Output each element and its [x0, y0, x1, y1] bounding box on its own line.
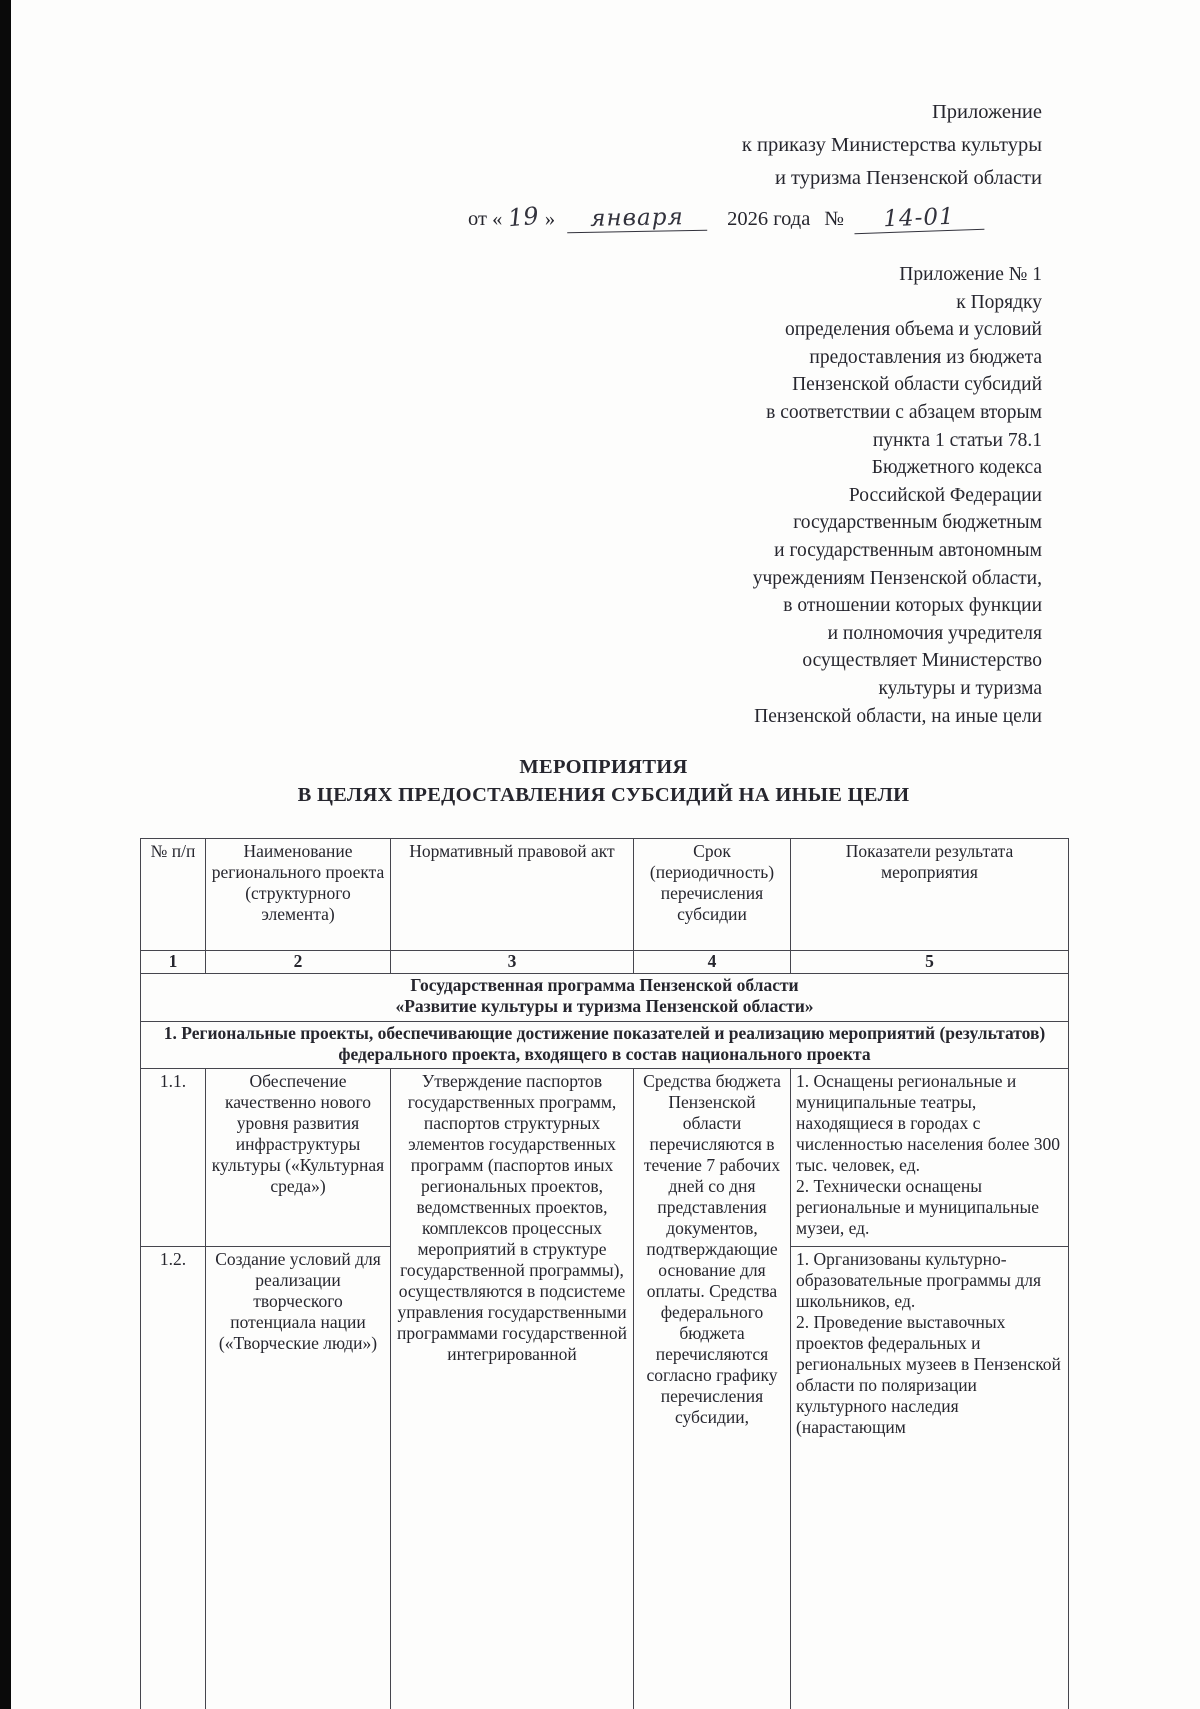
header-line: Приложение — [931, 101, 1042, 123]
program-line-1: Государственная программа Пензенской области — [410, 975, 799, 995]
appendix-1-block — [753, 261, 1042, 730]
row-number-cell: 1.2. — [141, 1247, 206, 1709]
appendix-line: Российской Федерации — [848, 484, 1042, 506]
handwritten-month: января — [567, 204, 707, 233]
date-year: 2026 года — [727, 208, 811, 230]
project-name-cell: Создание условий для реализации творческого потенциала нации («Творческие люди») — [206, 1247, 391, 1709]
column-number: 1 — [141, 951, 206, 974]
col-header-indicators: Показатели результата мероприятия — [791, 839, 1069, 951]
col-header-term: Срок (периодичность) перечисления субсидии — [634, 839, 791, 951]
program-cell — [141, 974, 1069, 1022]
table-header-row — [141, 839, 1069, 951]
date-close-quote: » — [544, 208, 556, 230]
program-row — [141, 974, 1069, 1022]
appendix-line: осуществляет Министерство — [802, 650, 1042, 672]
subsidy-measures-table-wrap — [140, 838, 1068, 1709]
appendix-line: в отношении которых функции — [783, 595, 1042, 617]
handwritten-order-number: 14-01 — [853, 203, 984, 235]
indicator-item: 2. Технически оснащены региональные и муниципальные музеи, ед. — [796, 1176, 1039, 1238]
indicators-cell — [791, 1069, 1069, 1247]
subsidy-measures-table — [140, 838, 1069, 1709]
appendix-line: определения объема и условий — [785, 319, 1042, 341]
section-row — [141, 1022, 1069, 1069]
indicator-item: 1. Оснащены региональные и муниципальные театры, находящиеся в городах с численностью населения более 300 тыс. человек, ед. — [796, 1071, 1061, 1175]
column-number: 3 — [391, 951, 634, 974]
header-line: к приказу Министерства культуры — [741, 134, 1042, 156]
appendix-line: Приложение № 1 — [899, 264, 1042, 285]
column-number: 2 — [206, 951, 391, 974]
column-numbers-row — [141, 951, 1069, 974]
indicator-item: 2. Проведение выставочных проектов федеральных и региональных музеев в Пензенской области по поляризации культурного наследия (нарастающим — [796, 1312, 1061, 1437]
appendix-line: Пензенской области субсидий — [792, 374, 1042, 396]
project-name-cell: Обеспечение качественно нового уровня развития инфраструктуры культуры («Культурная среда») — [206, 1069, 391, 1247]
appendix-line: и полномочия учредителя — [827, 622, 1042, 644]
normative-act-cell: Утверждение паспортов государственных программ, паспортов структурных элементов государственных программ (паспортов иных региональных проектов, ведомственных проектов, комплексов процессных мероприятий в структуре государственной программы), осуществляются в подсистеме управления государственными программами государственной интегрированной — [391, 1069, 634, 1709]
scan-edge-strip — [0, 0, 11, 1709]
handwritten-day: 19 — [507, 201, 541, 233]
indicator-item: 1. Организованы культурно-образовательные программы для школьников, ед. — [796, 1249, 1041, 1311]
appendix-line: государственным бюджетным — [793, 512, 1042, 534]
order-appendix-header — [742, 96, 1042, 195]
col-header-project: Наименование регионального проекта (структурного элемента) — [206, 839, 391, 951]
number-sign: № — [824, 208, 844, 230]
date-prefix: от « — [468, 208, 503, 230]
title-line-1: МЕРОПРИЯТИЯ — [519, 756, 688, 778]
date-line — [468, 203, 984, 232]
appendix-line: Бюджетного кодекса — [871, 457, 1042, 479]
column-number: 5 — [791, 951, 1069, 974]
indicators-cell — [791, 1247, 1069, 1709]
transfer-term-cell: Средства бюджета Пензенской области перечисляются в течение 7 рабочих дней со дня представления документов, подтверждающие основание для оплаты. Средства федерального бюджета перечисляются согласно графику перечисления субсидии, — [634, 1069, 791, 1709]
appendix-line: в соответствии с абзацем вторым — [766, 401, 1042, 423]
document-title — [140, 754, 1067, 809]
appendix-line: культуры и туризма — [878, 677, 1042, 699]
appendix-line: Пензенской области, на иные цели — [754, 705, 1042, 727]
appendix-line: предоставления из бюджета — [809, 346, 1042, 368]
appendix-line: к Порядку — [956, 291, 1042, 313]
header-line: и туризма Пензенской области — [774, 167, 1042, 189]
row-number-cell: 1.1. — [141, 1069, 206, 1247]
section-cell: 1. Региональные проекты, обеспечивающие достижение показателей и реализацию мероприятий (результатов) федерального проекта, входящего в состав национального проекта — [141, 1022, 1069, 1069]
col-header-num: № п/п — [141, 839, 206, 951]
col-header-normative-act: Нормативный правовой акт — [391, 839, 634, 951]
program-line-2: «Развитие культуры и туризма Пензенской области» — [395, 996, 814, 1016]
table-row-1-1 — [141, 1069, 1069, 1247]
appendix-line: и государственным автономным — [774, 539, 1042, 561]
title-line-2: В ЦЕЛЯХ ПРЕДОСТАВЛЕНИЯ СУБСИДИЙ НА ИНЫЕ ЦЕЛИ — [297, 783, 910, 806]
appendix-line: пункта 1 статьи 78.1 — [872, 429, 1042, 451]
appendix-line: учреждениям Пензенской области, — [752, 567, 1042, 589]
column-number: 4 — [634, 951, 791, 974]
